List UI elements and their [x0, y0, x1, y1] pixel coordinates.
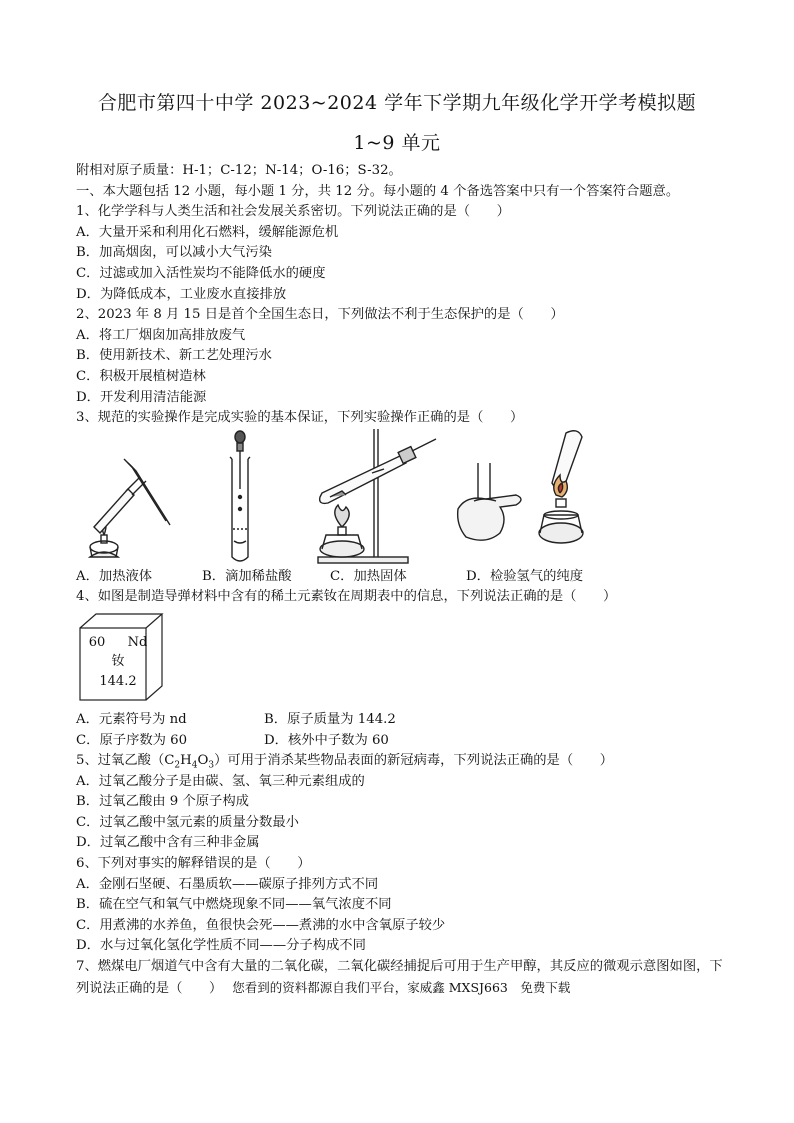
formula-subscript-o: 3 — [208, 760, 215, 771]
question-6-option-a: A．金刚石坚硬、石墨质软——碳原子排列方式不同 — [76, 876, 379, 892]
question-2-option-c: C．积极开展植树造林 — [76, 368, 206, 384]
question-1-option-a: A．大量开采和利用化石燃料，缓解能源危机 — [76, 224, 339, 240]
question-5-stem — [76, 751, 726, 772]
question-3-stem: 3、规范的实验操作是完成实验的基本保证，下列实验操作正确的是（ ） — [76, 410, 524, 426]
heating-solid-figure — [312, 429, 442, 567]
exam-body — [76, 161, 726, 999]
watermark-text: 您看到的资料都源自我们平台，家威鑫 MXSJ663 免费下载 — [232, 979, 571, 995]
element-atomic-number: 60 — [88, 634, 106, 650]
question-7-stem — [76, 957, 726, 999]
hydrogen-purity-figure — [456, 429, 616, 567]
question-4-options-row-1 — [76, 710, 726, 731]
question-4-option-b: B．原子质量为 144.2 — [264, 711, 396, 727]
question-2-option-a: A．将工厂烟囱加高排放废气 — [76, 327, 246, 343]
question-7-text: 7、燃煤电厂烟道气中含有大量的二氧化碳，二氧化碳经捕捉后可用于生产甲醇，其反应的微观示意图如图，下列说法正确的是（ ） — [76, 959, 723, 996]
question-1-option-d: D．为降低成本，工业废水直接排放 — [76, 286, 287, 302]
question-6-option-b: B．硫在空气和氧气中燃烧现象不同——氧气浓度不同 — [76, 897, 392, 913]
formula-subscript-c: 2 — [174, 760, 181, 771]
question-6-option-c: C．用煮沸的水养鱼，鱼很快会死——煮沸的水中含氧原子较少 — [76, 917, 446, 933]
question-5-option-d: D．过氧乙酸中含有三种非金属 — [76, 835, 260, 851]
question-4-options-row-2 — [76, 731, 726, 752]
formula-h: H — [180, 753, 192, 769]
formula-subscript-h: 4 — [191, 760, 198, 771]
element-name: 钕 — [111, 653, 125, 669]
question-3-caption-b: B．滴加稀盐酸 — [202, 568, 292, 584]
element-tile — [76, 612, 726, 704]
question-2-stem: 2、2023 年 8 月 15 日是首个全国生态日，下列做法不利于生态保护的是（ ） — [76, 307, 564, 323]
question-1-stem: 1、化学学科与人类生活和社会发展关系密切。下列说法正确的是（ ） — [76, 204, 510, 220]
element-mass: 144.2 — [99, 673, 137, 689]
question-3-figures — [76, 429, 726, 567]
question-4-option-a: A．元素符号为 nd — [76, 711, 187, 727]
question-3-caption-d: D．检验氢气的纯度 — [466, 568, 584, 584]
question-4-option-d: D．核外中子数为 60 — [264, 732, 389, 748]
element-number-symbol-row — [88, 633, 148, 653]
question-5-stem-start: 5、过氧乙酸（C — [76, 753, 175, 769]
exam-title: 合肥市第四十中学 2023~2024 学年下学期九年级化学开学考模拟题 — [97, 92, 697, 114]
question-2-option-b: B．使用新技术、新工艺处理污水 — [76, 348, 272, 364]
question-5-option-a: A．过氧乙酸分子是由碳、氢、氧三种元素组成的 — [76, 773, 365, 789]
heating-liquid-figure — [76, 429, 176, 567]
question-2-option-d: D．开发利用清洁能源 — [76, 389, 207, 405]
question-6-option-d: D．水与过氧化氢化学性质不同——分子构成不同 — [76, 938, 366, 954]
element-symbol: Nd — [127, 634, 148, 650]
question-1-option-c: C．过滤或加入活性炭均不能降低水的硬度 — [76, 265, 326, 281]
question-5-stem-end: ）可用于消杀某些物品表面的新冠病毒，下列说法正确的是（ ） — [214, 753, 614, 769]
atomic-masses: 附相对原子质量：H-1；C-12；N-14；O-16；S-32。 — [76, 163, 402, 178]
question-4-option-c: C．原子序数为 60 — [76, 732, 188, 748]
dropping-acid-figure — [218, 429, 278, 567]
question-6-stem: 6、下列对事实的解释错误的是（ ） — [76, 856, 311, 872]
question-1-option-b: B．加高烟囱，可以减小大气污染 — [76, 245, 272, 261]
question-5-option-b: B．过氧乙酸由 9 个原子构成 — [76, 794, 249, 810]
question-4-stem: 4、如图是制造导弹材料中含有的稀土元素钕在周期表中的信息，下列说法正确的是（ ） — [76, 589, 617, 605]
section-instructions: 一、本大题包括 12 小题，每小题 1 分，共 12 分。每小题的 4 个备选答案中只有一个答案符合题意。 — [76, 183, 680, 199]
question-3-captions — [76, 567, 726, 588]
formula-o: O — [197, 753, 209, 769]
question-5-option-c: C．过氧乙酸中氢元素的质量分数最小 — [76, 814, 299, 830]
question-3-caption-c: C．加热固体 — [330, 568, 407, 584]
exam-subtitle: 1~9 单元 — [353, 132, 441, 154]
question-3-caption-a: A．加热液体 — [76, 568, 153, 584]
